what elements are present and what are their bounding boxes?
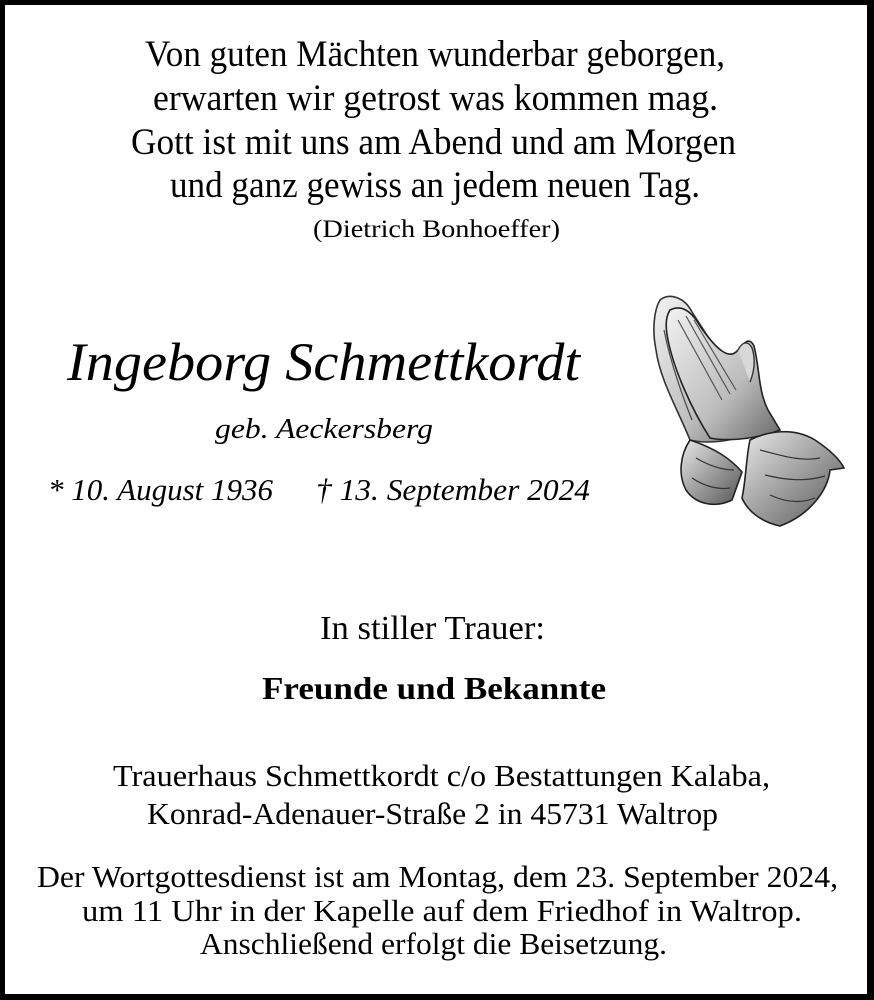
poem-line-4: und ganz gewiss an jedem neuen Tag. — [170, 165, 700, 206]
service-line-1: Der Wortgottesdienst ist am Montag, dem 23. September 2024, — [37, 859, 838, 894]
poem-line-3: Gott ist mit uns am Abend und am Morgen — [131, 122, 736, 163]
death-date: † 13. September 2024 — [316, 472, 590, 507]
service-line-2: um 11 Uhr in der Kapelle auf dem Friedhof in Waltrop. — [82, 893, 802, 928]
mourners-names: Freunde und Bekannte — [262, 670, 606, 706]
address-line-1: Trauerhaus Schmettkordt c/o Bestattungen Kalaba, — [113, 758, 770, 793]
deceased-name: Ingeborg Schmettkordt — [67, 332, 580, 392]
poem-line-1: Von guten Mächten wunderbar geborgen, — [145, 34, 725, 75]
birth-date: * 10. August 1936 — [48, 472, 273, 507]
service-line-3: Anschließend erfolgt die Beisetzung. — [200, 926, 667, 961]
address-line-2: Konrad-Adenauer-Straße 2 in 45731 Waltrop — [147, 796, 718, 831]
mourning-intro: In stiller Trauer: — [320, 610, 545, 647]
poem-author: (Dietrich Bonhoeffer) — [313, 216, 560, 243]
praying-hands-icon — [630, 290, 845, 530]
maiden-name: geb. Aeckersberg — [215, 413, 433, 445]
poem-line-2: erwarten wir getrost was kommen mag. — [153, 78, 718, 119]
